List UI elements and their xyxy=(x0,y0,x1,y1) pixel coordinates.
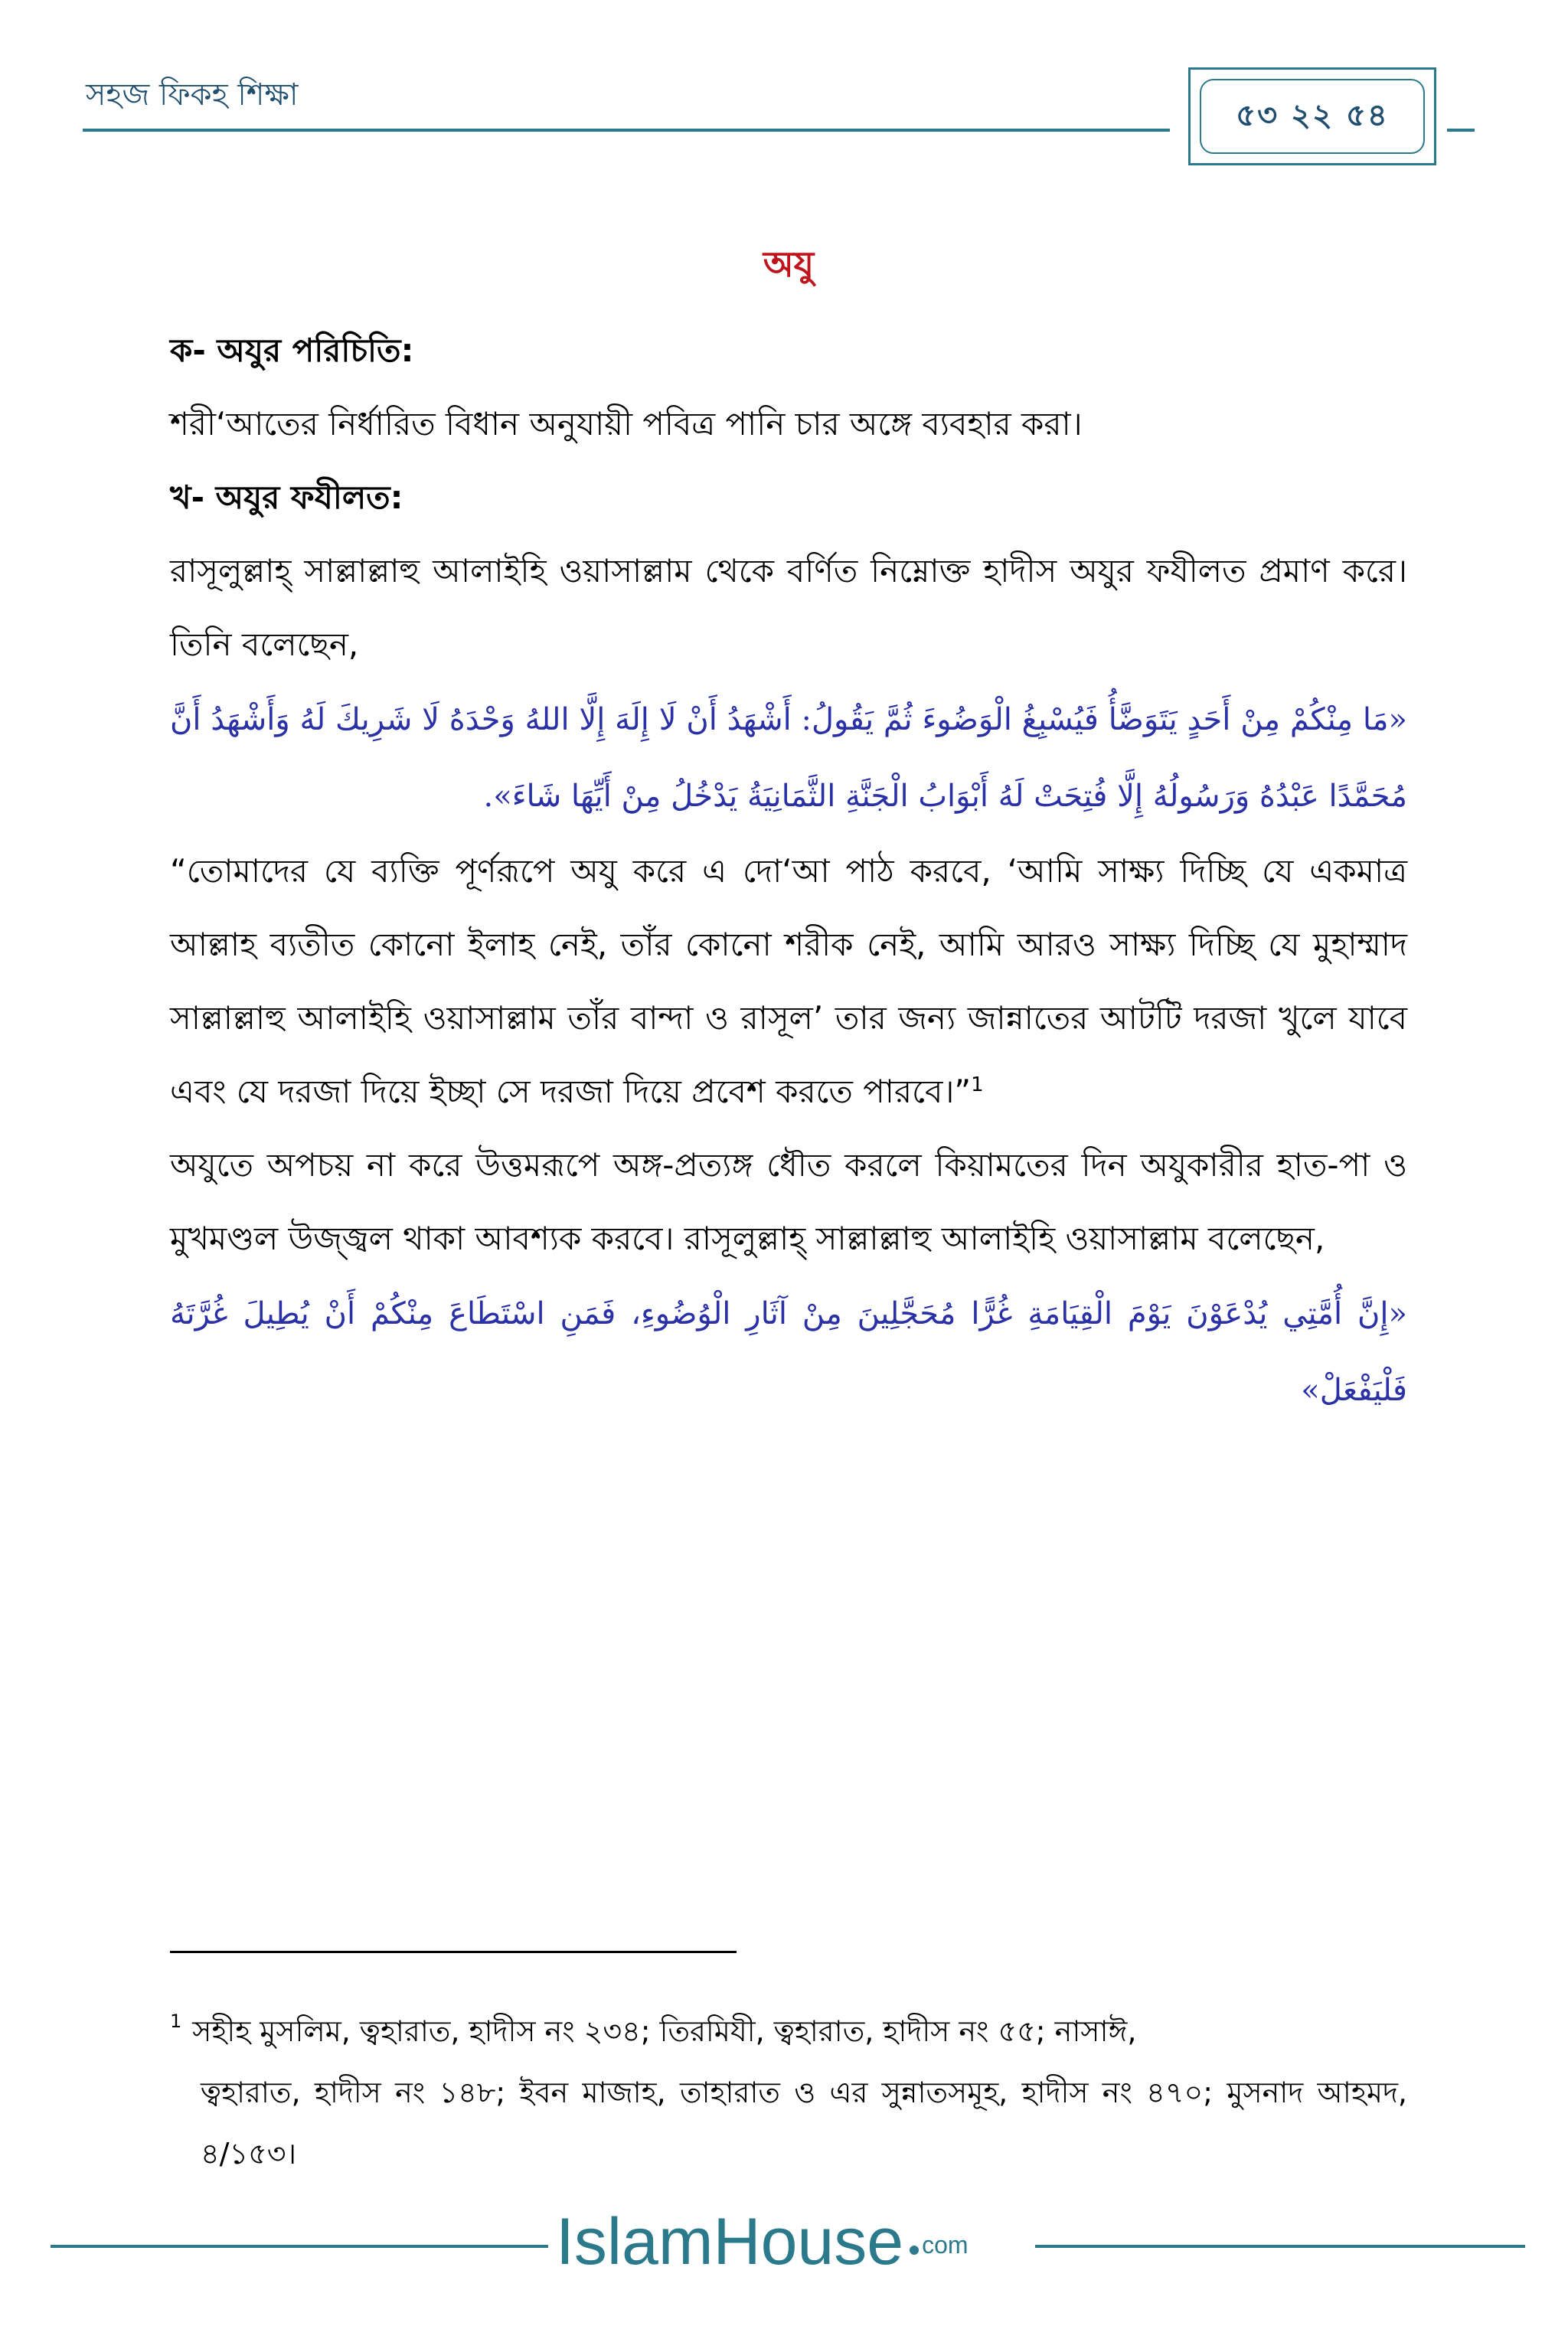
chapter-title: অযু xyxy=(763,243,815,285)
footnote-text-2: ত্বহারাত, হাদীস নং ১৪৮; ইবন মাজাহ, তাহারাত ও এর সুন্নাতসমূহ, হাদীস নং ৪৭০; মুসনাদ আহমদ, ৪/১৫৩। xyxy=(201,2076,1407,2171)
header-divider-tail xyxy=(1447,129,1475,132)
hadith-arabic-2: «إِنَّ أُمَّتِي يُدْعَوْنَ يَوْمَ الْقِيَامَةِ غُرًّا مُحَجَّلِينَ مِنْ آثَارِ الْوُضُوءِ، فَمَنِ اسْتَطَاعَ مِنْكُمْ أَنْ يُطِيلَ غُرَّتَهُ فَلْيَفْعَلْ» xyxy=(170,1296,1407,1408)
hadith-arabic-1: «مَا مِنْكُمْ مِنْ أَحَدٍ يَتَوَضَّأُ فَيُسْبِغُ الْوَضُوءَ ثُمَّ يَقُولُ: أَشْهَدُ أَنْ لَا إِلَهَ إِلَّا اللهُ وَحْدَهُ لَا شَرِيكَ لَهُ وَأَشْهَدُ أَنَّ مُحَمَّدًا عَبْدُهُ وَرَسُولُهُ إِلَّا فُتِحَتْ لَهُ أَبْوَابُ الْجَنَّةِ الثَّمَانِيَةُ يَدْخُلُ مِنْ أَيِّهَا شَاءَ». xyxy=(170,702,1407,814)
logo-dot-icon xyxy=(910,2246,919,2255)
footnote-divider xyxy=(170,1951,737,1953)
logo-text: IslamHouse xyxy=(556,2205,904,2278)
virtue-paragraph-2: অযুতে অপচয় না করে উত্তমরূপে অঙ্গ-প্রত্যঙ্গ ধৌত করলে কিয়ামতের দিন অযুকারীর হাত-পা ও মুখমণ্ডল উজ্জ্বল থাকা আবশ্যক করবে। রাসূলুল্লাহ্‌ সাল্লাল্লাহু আলাইহি ওয়াসাল্লাম বলেছেন, xyxy=(170,1146,1407,1257)
islamhouse-logo[interactable] xyxy=(556,2203,969,2280)
section-heading-definition: ক- অযুর পরিচিতি: xyxy=(170,332,414,369)
main-content xyxy=(170,237,1407,1429)
footnote-text-1: সহীহ মুসলিম, ত্বহারাত, হাদীস নং ২৩৪; তিরমিযী, ত্বহারাত, হাদীস নং ৫৫; নাসাঈ, xyxy=(192,2014,1137,2048)
page-number: ৫৩ ২২ ৫৪ xyxy=(1200,79,1425,154)
footnote-number: 1 xyxy=(170,2011,182,2032)
hadith-translation-text: “তোমাদের যে ব্যক্তি পূর্ণরূপে অযু করে এ দো‘আ পাঠ করবে, ‘আমি সাক্ষ্য দিচ্ছি যে একমাত্র আল্লাহ ব্যতীত কোনো ইলাহ নেই, তাঁর কোনো শরীক নেই, আমি আরও সাক্ষ্য দিচ্ছি যে মুহাম্মাদ সাল্লাল্লাহু আলাইহি ওয়াসাল্লাম তাঁর বান্দা ও রাসূল’ তার জন্য জান্নাতের আটটি দরজা খুলে যাবে এবং যে দরজা দিয়ে ইচ্ছা সে দরজা দিয়ে প্রবেশ করতে পারবে।” xyxy=(170,852,1407,1110)
footer-divider-left xyxy=(51,2245,548,2248)
book-title: সহজ ফিকহ শিক্ষা xyxy=(86,77,299,113)
section-heading-virtue: খ- অযুর ফযীলত: xyxy=(170,479,403,516)
definition-text: শরী‘আতের নির্ধারিত বিধান অনুযায়ী পবিত্র পানি চার অঙ্গে ব্যবহার করা। xyxy=(170,405,1083,443)
footnote-reference[interactable]: 1 xyxy=(971,1073,984,1096)
footnote-line-1 xyxy=(170,1991,1407,2062)
page-number-frame xyxy=(1188,67,1436,165)
hadith-translation-1 xyxy=(170,835,1407,1129)
footnote xyxy=(170,1991,1407,2184)
footer-divider-right xyxy=(1035,2245,1525,2248)
header-divider xyxy=(83,129,1170,132)
virtue-intro: রাসূলুল্লাহ্‌ সাল্লাল্লাহু আলাইহি ওয়াসাল্লাম থেকে বর্ণিত নিম্নোক্ত হাদীস অযুর ফযীলত প্রমাণ করে। তিনি বলেছেন, xyxy=(170,552,1407,663)
logo-suffix: com xyxy=(922,2231,969,2259)
